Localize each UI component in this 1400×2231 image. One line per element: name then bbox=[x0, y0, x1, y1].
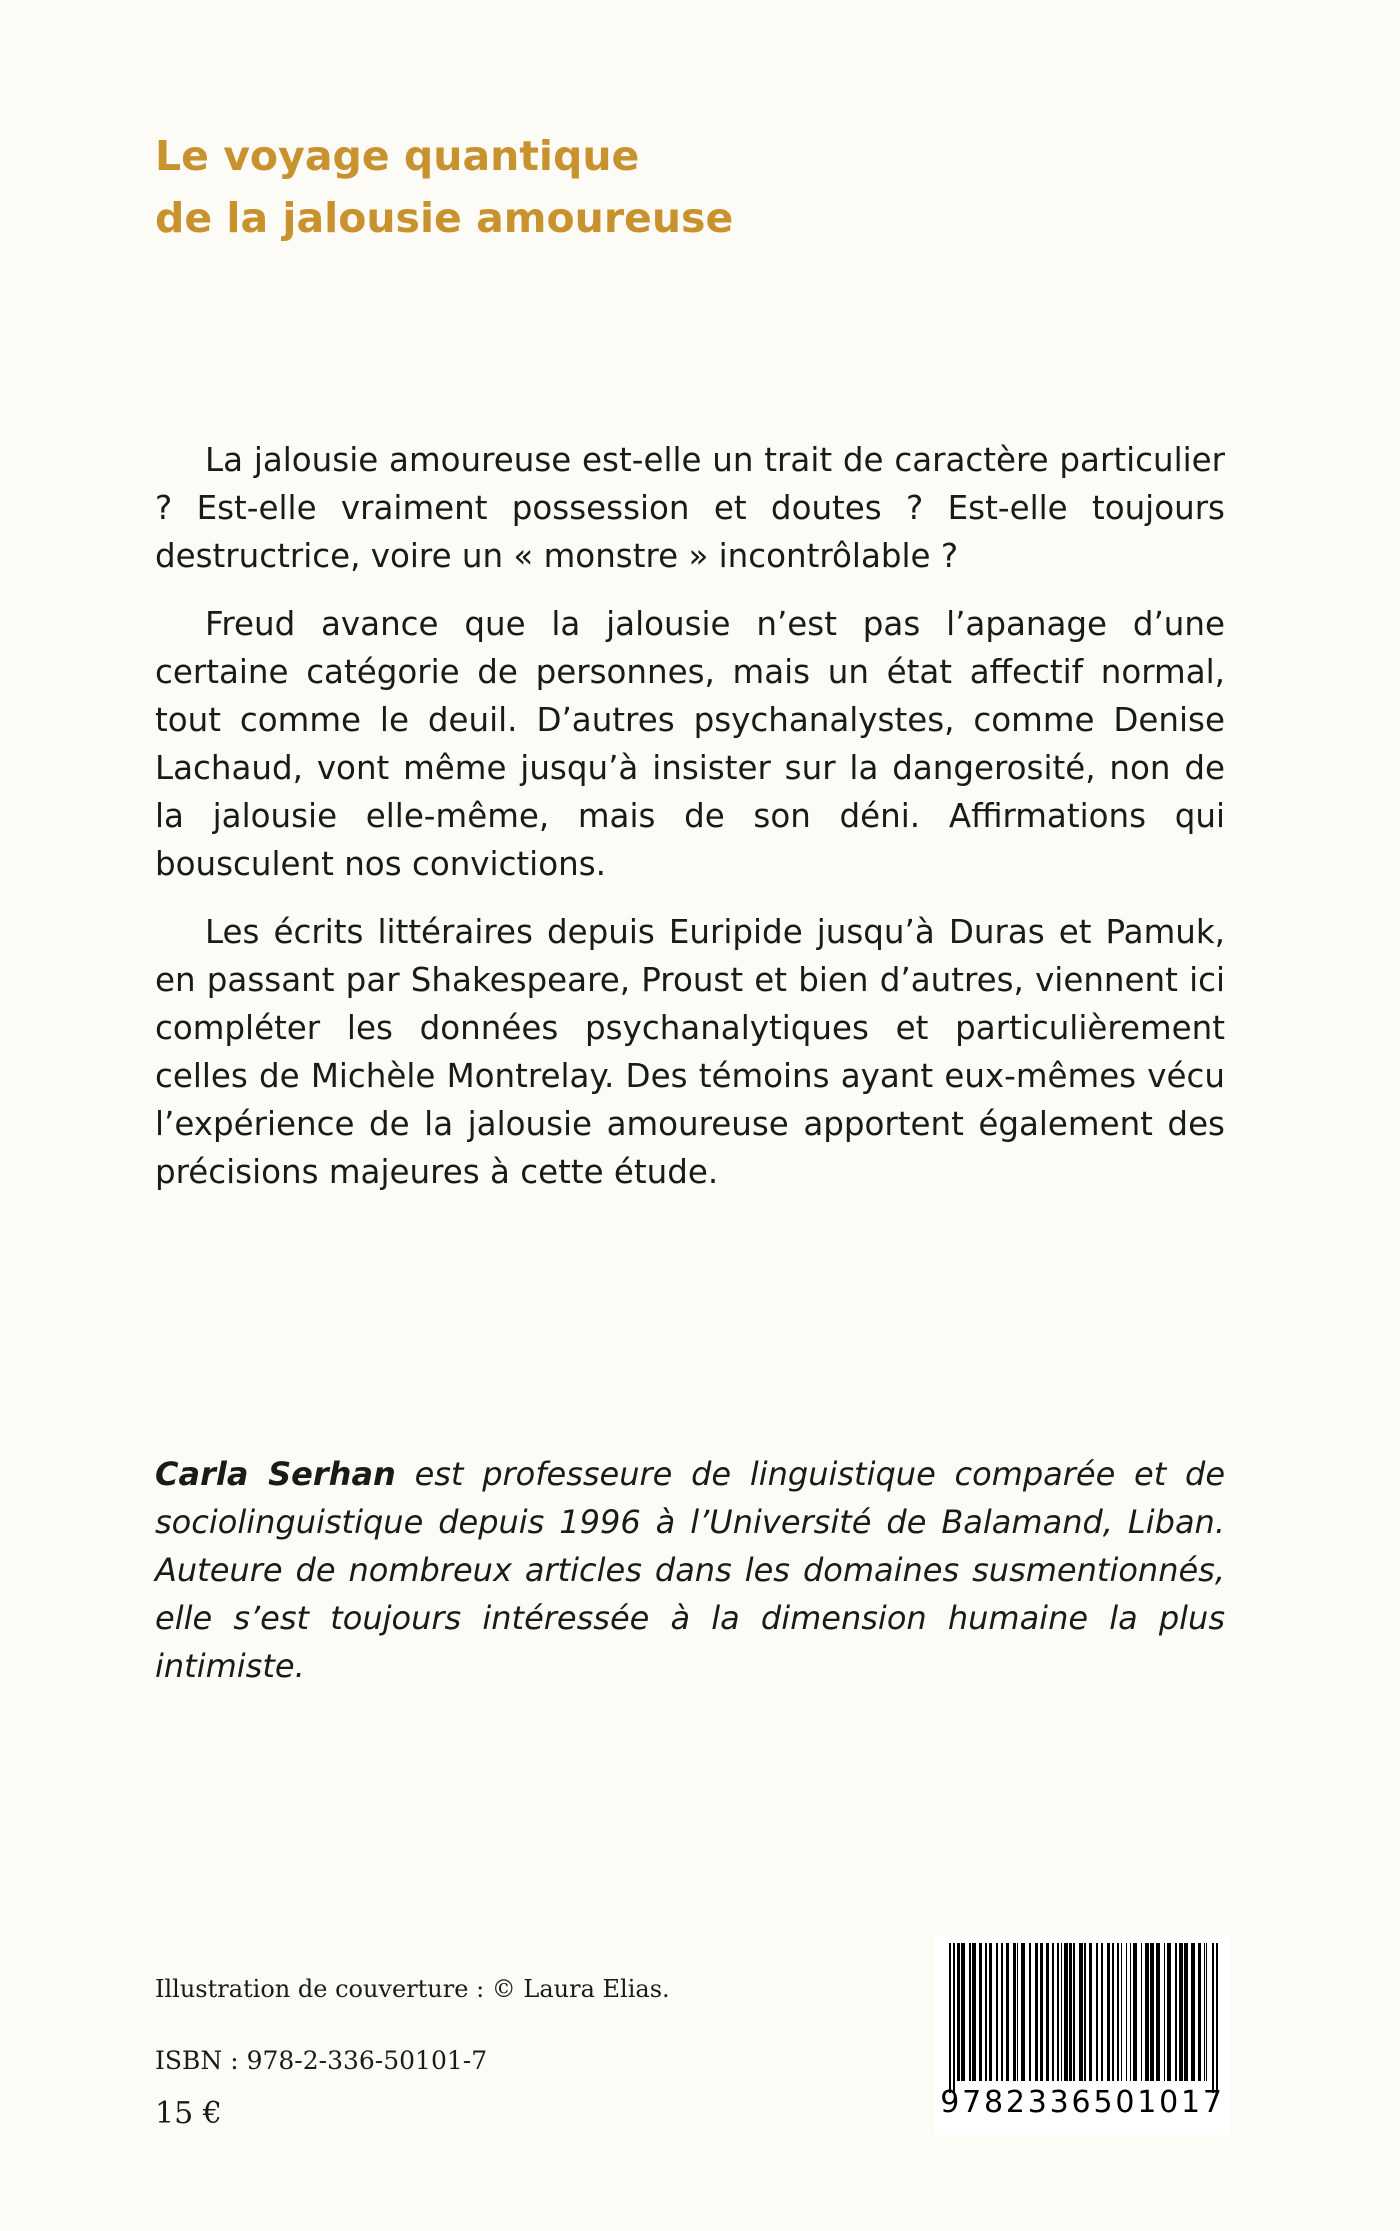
barcode-bar bbox=[989, 1943, 992, 2081]
barcode-bar bbox=[1089, 1943, 1092, 2081]
barcode-bar bbox=[1117, 1943, 1119, 2081]
barcode-bar bbox=[949, 1943, 951, 2093]
barcode-bar bbox=[972, 1943, 976, 2081]
barcode-bar bbox=[1084, 1943, 1086, 2081]
barcode-bar bbox=[1133, 1943, 1137, 2081]
price: 15 € bbox=[155, 2096, 222, 2131]
illustration-credit: Illustration de couverture : © Laura Elias. bbox=[155, 1975, 670, 2003]
barcode-bar bbox=[1112, 1943, 1114, 2081]
barcode-bar bbox=[1001, 1943, 1003, 2081]
summary-paragraph: Les écrits littéraires depuis Euripide jusqu’à Duras et Pamuk, en passant par Shakespeare, Proust et bien d’autres, viennent ici compléter les données psychanalytiques et particulièrement celles de Michèle Montrelay. Des témoins ayant eux-mêmes vécu l’expérience de la jalousie amoureuse apportent également des précisions majeures à cette étude. bbox=[155, 913, 1225, 1191]
barcode bbox=[935, 1935, 1230, 2135]
barcode-bar bbox=[1013, 1943, 1016, 2081]
barcode-bar bbox=[1029, 1943, 1031, 2081]
barcode-bar bbox=[1204, 1943, 1205, 2081]
barcode-bar bbox=[1052, 1943, 1054, 2081]
author-bio bbox=[155, 1450, 1225, 1690]
book-title-line-2: de la jalousie amoureuse bbox=[155, 194, 734, 242]
barcode-bar bbox=[1046, 1943, 1049, 2081]
author-name: Carla Serhan bbox=[155, 1455, 396, 1493]
barcode-bar bbox=[1073, 1943, 1075, 2081]
barcode-bar bbox=[1216, 1943, 1218, 2093]
barcode-bar bbox=[1156, 1943, 1160, 2081]
barcode-bar bbox=[985, 1943, 987, 2081]
summary-paragraph: Freud avance que la jalousie n’est pas l’apanage d’une certaine catégorie de personnes, mais un état affectif normal, tout comme le deuil. D’autres psychanalystes, comme Denise Lachaud, vont même jusqu’à insister sur la dangerosité, non de la jalousie elle-même, mais de son déni. Affirmations qui bousculent nos convictions. bbox=[155, 605, 1225, 883]
barcode-bar bbox=[1061, 1943, 1062, 2081]
book-title bbox=[155, 125, 733, 249]
barcode-bar bbox=[1198, 1943, 1201, 2081]
barcode-bar bbox=[996, 1943, 998, 2081]
isbn: ISBN : 978-2-336-50101-7 bbox=[155, 2046, 488, 2075]
barcode-bar bbox=[1057, 1943, 1059, 2081]
barcode-bar bbox=[979, 1943, 982, 2081]
summary-text bbox=[155, 436, 1225, 1216]
barcode-bar bbox=[1064, 1943, 1068, 2081]
barcode-bar bbox=[1017, 1943, 1018, 2081]
barcode-bar bbox=[1212, 1943, 1214, 2093]
barcode-bar bbox=[953, 1943, 955, 2093]
barcode-bar bbox=[1145, 1943, 1149, 2081]
barcode-bar bbox=[957, 1943, 960, 2081]
barcode-bar bbox=[1079, 1943, 1083, 2081]
barcode-bar bbox=[961, 1943, 965, 2081]
barcode-bar bbox=[1121, 1943, 1122, 2081]
barcode-bar bbox=[969, 1943, 971, 2081]
barcode-bar bbox=[1021, 1943, 1025, 2081]
barcode-bar bbox=[1191, 1943, 1195, 2081]
book-title-line-1: Le voyage quantique bbox=[155, 132, 640, 180]
barcode-bar bbox=[1175, 1943, 1177, 2081]
barcode-bar bbox=[1006, 1943, 1009, 2081]
barcode-bar bbox=[1035, 1943, 1038, 2081]
summary-paragraph: La jalousie amoureuse est-elle un trait de caractère particulier ? Est-elle vraiment possession et doutes ? Est-elle toujours destructrice, voire un « monstre » incontrôlable ? bbox=[155, 441, 1225, 575]
barcode-bar bbox=[1101, 1943, 1103, 2081]
barcode-bar bbox=[1126, 1943, 1127, 2081]
barcode-bar bbox=[1179, 1943, 1183, 2081]
barcode-bar bbox=[1184, 1943, 1188, 2081]
barcode-bar bbox=[1096, 1943, 1098, 2081]
barcode-bar bbox=[1150, 1943, 1154, 2081]
barcode-bar bbox=[1040, 1943, 1043, 2081]
barcode-bar bbox=[1167, 1943, 1171, 2081]
barcode-bar bbox=[1069, 1943, 1072, 2081]
barcode-digits: 9782336501017 bbox=[940, 2085, 1225, 2120]
barcode-bar bbox=[1141, 1943, 1142, 2081]
barcode-bar bbox=[1206, 1943, 1207, 2081]
barcode-bar bbox=[1164, 1943, 1165, 2081]
barcode-bar bbox=[1130, 1943, 1131, 2081]
barcode-bar bbox=[1107, 1943, 1110, 2081]
author-bio-text: est professeure de linguistique comparée et de sociolinguistique depuis 1996 à l’Université de Balamand, Liban. Auteure de nombreux articles dans les domaines susmentionnés, elle s’est toujours intéressée à la dimension humaine la plus intimiste. bbox=[155, 1455, 1226, 1685]
